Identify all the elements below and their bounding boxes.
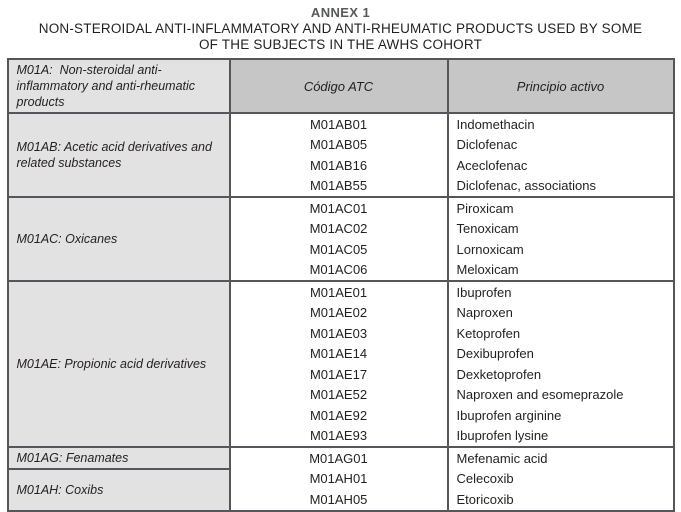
atc-code: M01AC05 — [309, 241, 368, 257]
table-body — [8, 59, 674, 511]
atc-code: M01AE93 — [309, 428, 368, 444]
atc-code: M01AC01 — [309, 200, 368, 216]
atc-code: M01AE14 — [309, 346, 368, 362]
group-label-cell: M01AC: Oxicanes — [8, 197, 230, 281]
header-cell-codigo-atc: Código ATC — [230, 59, 448, 113]
active-principle: Indomethacin — [456, 116, 535, 132]
atc-codes-cell — [230, 281, 448, 447]
annex-title: ANNEX 1 — [310, 5, 371, 20]
atc-code: M01AB16 — [309, 157, 368, 173]
atc-code: M01AB01 — [309, 116, 368, 132]
active-principle: Piroxicam — [456, 200, 514, 216]
group-row — [8, 281, 674, 447]
atc-products-table — [7, 58, 675, 512]
active-principle: Mefenamic acid — [456, 450, 548, 466]
atc-codes-cell — [230, 113, 448, 197]
atc-code: M01AE01 — [309, 284, 368, 300]
active-principle: Celecoxib — [456, 471, 514, 487]
header-cell-principio-activo: Principio activo — [448, 59, 674, 113]
active-principle: Etoricoxib — [456, 491, 514, 507]
active-principles-cell — [448, 281, 674, 447]
atc-code: M01AB05 — [309, 137, 368, 153]
group-row — [8, 197, 674, 281]
document-title-line2: OF THE SUBJECTS IN THE AWHS COHORT — [198, 37, 483, 52]
atc-code: M01AE02 — [309, 305, 368, 321]
active-principle: Tenoxicam — [456, 221, 519, 237]
active-principle: Aceclofenac — [456, 157, 528, 173]
active-principle: Diclofenac, associations — [456, 178, 596, 194]
atc-code: M01AE17 — [309, 366, 368, 382]
group-label-cell: M01AE: Propionic acid derivatives — [8, 281, 230, 447]
atc-code: M01AC02 — [309, 221, 368, 237]
active-principle: Diclofenac — [456, 137, 518, 153]
atc-code: M01AH05 — [309, 491, 368, 507]
atc-code: M01AE03 — [309, 325, 368, 341]
active-principle: Meloxicam — [456, 262, 519, 278]
group-label-cell: M01AG: Fenamates — [8, 447, 230, 469]
atc-code: M01AG01 — [309, 450, 368, 466]
atc-code: M01AE52 — [309, 387, 368, 403]
active-principles-cell — [448, 447, 674, 511]
active-principle: Dexibuprofen — [456, 346, 534, 362]
active-principle: Dexketoprofen — [456, 366, 542, 382]
title-block — [0, 0, 681, 53]
header-row — [8, 59, 674, 113]
active-principles-cell — [448, 113, 674, 197]
group-row — [8, 113, 674, 197]
active-principle: Ibuprofen lysine — [456, 428, 549, 444]
active-principle: Lornoxicam — [456, 241, 524, 257]
header-cell-group: M01A: Non-steroidal anti-inflammatory and anti-rheumatic products — [8, 59, 230, 113]
atc-code: M01AC06 — [309, 262, 368, 278]
active-principle: Ibuprofen arginine — [456, 407, 562, 423]
document-title-line1: NON-STEROIDAL ANTI-INFLAMMATORY AND ANTI-RHEUMATIC PRODUCTS USED BY SOME — [38, 21, 643, 36]
group-row — [8, 447, 674, 469]
atc-code: M01AH01 — [309, 471, 368, 487]
active-principle: Ketoprofen — [456, 325, 521, 341]
atc-code: M01AE92 — [309, 407, 368, 423]
active-principle: Ibuprofen — [456, 284, 512, 300]
group-label-cell: M01AB: Acetic acid derivatives and related substances — [8, 113, 230, 197]
active-principle: Naproxen — [456, 305, 513, 321]
atc-codes-cell — [230, 447, 448, 511]
atc-codes-cell — [230, 197, 448, 281]
active-principle: Naproxen and esomeprazole — [456, 387, 624, 403]
active-principles-cell — [448, 197, 674, 281]
group-label-cell: M01AH: Coxibs — [8, 469, 230, 510]
atc-code: M01AB55 — [309, 178, 368, 194]
